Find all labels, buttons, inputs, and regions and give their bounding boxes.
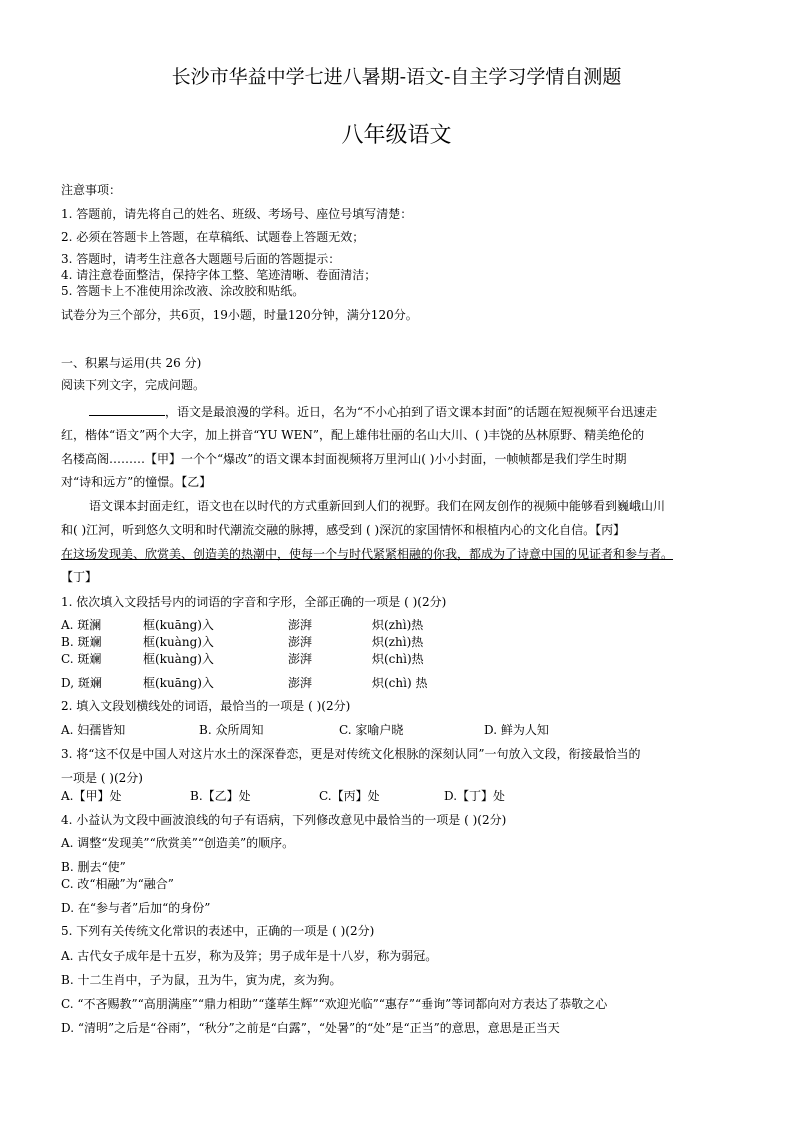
q3-option-c: C.【丙】处 (319, 789, 380, 803)
question-5-stem: 5. 下列有关传统文化常识的表述中，正确的一项是 ( )(2分) (61, 924, 375, 938)
note-item: 5. 答题卡上不准使用涂改液、涂改胶和贴纸。 (61, 284, 305, 298)
q3-option-d: D.【丁】处 (444, 789, 506, 803)
q4-option-b: B. 删去“使” (61, 860, 126, 874)
question-2-stem: 2. 填入文段划横线处的词语，最恰当的一项是 ( )(2分) (61, 699, 351, 713)
q5-option-a: A. 古代女子成年是十五岁，称为及笄；男子成年是十八岁，称为弱冠。 (61, 949, 438, 963)
q1-option-d-word3: 澎湃 (288, 676, 313, 690)
passage-line: 语文课本封面走红，语文也在以时代的方式重新回到人们的视野。我们在网友创作的视频中能够看到巍峨山川 (89, 499, 666, 513)
q2-option-d: D. 鲜为人知 (484, 723, 549, 737)
q1-option-b-word1: B. 斑斓 (61, 635, 102, 649)
q1-option-c-word1: C. 斑斓 (61, 652, 102, 666)
q2-option-b: B. 众所周知 (199, 723, 264, 737)
q4-option-d: D. 在“参与者”后加“的身份” (61, 901, 211, 915)
notes-heading: 注意事项： (61, 183, 122, 197)
q1-option-a-word2: 框(kuāng)入 (143, 618, 214, 632)
q1-option-b-word3: 澎湃 (288, 635, 313, 649)
section-heading: 一、积累与运用(共 26 分) (61, 356, 202, 370)
exam-subtitle: 八年级语文 (341, 123, 452, 148)
section-instruction: 阅读下列文字，完成问题。 (61, 378, 206, 392)
passage-line-1: ，语文是最浪漫的学科。近日，名为“不小心拍到了语文课本封面”的话题在短视频平台迅速走 (89, 403, 657, 420)
question-1-stem: 1. 依次填入文段括号内的词语的字音和字形，全部正确的一项是 ( )(2分) (61, 595, 447, 609)
q1-option-a-word3: 澎湃 (288, 618, 313, 632)
passage-line: 对“诗和远方”的憧憬。【乙】 (61, 475, 212, 489)
note-item: 3. 答题时，请考生注意各大题题号后面的答题提示： (61, 252, 341, 266)
q2-option-c: C. 家喻户晓 (339, 723, 404, 737)
q1-option-b-word2: 框(kuàng)入 (143, 635, 214, 649)
question-3-stem: 3. 将“这不仅是中国人对这片水土的深深眷恋，更是对传统文化根脉的深刻认同”一句放入文段，衔接最恰当的 (61, 747, 641, 761)
q3-option-b: B.【乙】处 (190, 789, 251, 803)
q1-option-d-word4: 炽(chì) 热 (372, 676, 428, 690)
q5-option-d: D. “清明”之后是“谷雨”，“秋分”之前是“白露”，“处暑”的“处”是“正当”的意思，意思是正当天 (61, 1021, 560, 1035)
passage-line: 和( )江河，听到悠久文明和时代潮流交融的脉搏，感受到 ( )深沉的家国情怀和根植内心的文化自信。【丙】 (61, 523, 626, 537)
q4-option-a: A. 调整“发现美”“欣赏美”“创造美”的顺序。 (61, 836, 295, 850)
q1-option-d-word1: D, 斑斓 (61, 676, 102, 690)
q1-option-c-word3: 澎湃 (288, 652, 313, 666)
exam-title: 长沙市华益中学七进八暑期-语文-自主学习学情自测题 (171, 66, 622, 88)
wavy-underlined-sentence: 在这场发现美、欣赏美、创造美的热潮中，使每一个与时代紧紧相融的你我，都成为了诗意中国的见证者和参与者。 (61, 547, 674, 561)
passage-marker: 【丁】 (61, 570, 98, 584)
passage-line: 红，楷体“语文”两个大字，加上拼音“YU WEN”，配上雄伟壮丽的名山大川、( )丰饶的丛林原野、精美绝伦的 (61, 428, 645, 442)
q1-option-a-word1: A. 斑澜 (61, 618, 102, 632)
q5-option-b: B. 十二生肖中，子为鼠，丑为牛，寅为虎，亥为狗。 (61, 973, 342, 987)
q3-option-a: A.【甲】处 (61, 789, 122, 803)
exam-summary: 试卷分为三个部分，共6页，19小题，时量120分钟，满分120分。 (61, 308, 418, 322)
q1-option-a-word4: 炽(zhì)热 (372, 618, 424, 632)
note-item: 4. 请注意卷面整洁，保持字体工整、笔迹清晰、卷面清洁； (61, 268, 377, 282)
q4-option-c: C. 改“相融”为“融合” (61, 877, 174, 891)
q1-option-c-word2: 框(kuàng)入 (143, 652, 214, 666)
q1-option-b-word4: 炽(zhì)热 (372, 635, 424, 649)
question-4-stem: 4. 小益认为文段中画波浪线的句子有语病，下列修改意见中最恰当的一项是 ( )(2分) (61, 813, 507, 827)
answer-blank (89, 403, 165, 416)
q1-option-d-word2: 框(kuāng)入 (143, 676, 214, 690)
note-item: 1. 答题前，请先将自己的姓名、班级、考场号、座位号填写清楚： (61, 207, 413, 221)
q5-option-c: C. “不吝赐教”“高朋满座”“鼎力相助”“蓬荜生辉”“欢迎光临”“惠存”“垂询”等词都向对方表达了恭敬之心 (61, 997, 608, 1011)
q2-option-a: A. 妇孺皆知 (61, 723, 126, 737)
q1-option-c-word4: 炽(chì)热 (372, 652, 424, 666)
passage-line: 名楼高阁………【甲】一个个“爆改”的语文课本封面视频将万里河山( )小小封面，一帧帧都是我们学生时期 (61, 452, 627, 466)
question-3-stem-continued: 一项是 ( )(2分) (61, 771, 143, 785)
note-item: 2. 必须在答题卡上答题，在草稿纸、试题卷上答题无效； (61, 230, 365, 244)
